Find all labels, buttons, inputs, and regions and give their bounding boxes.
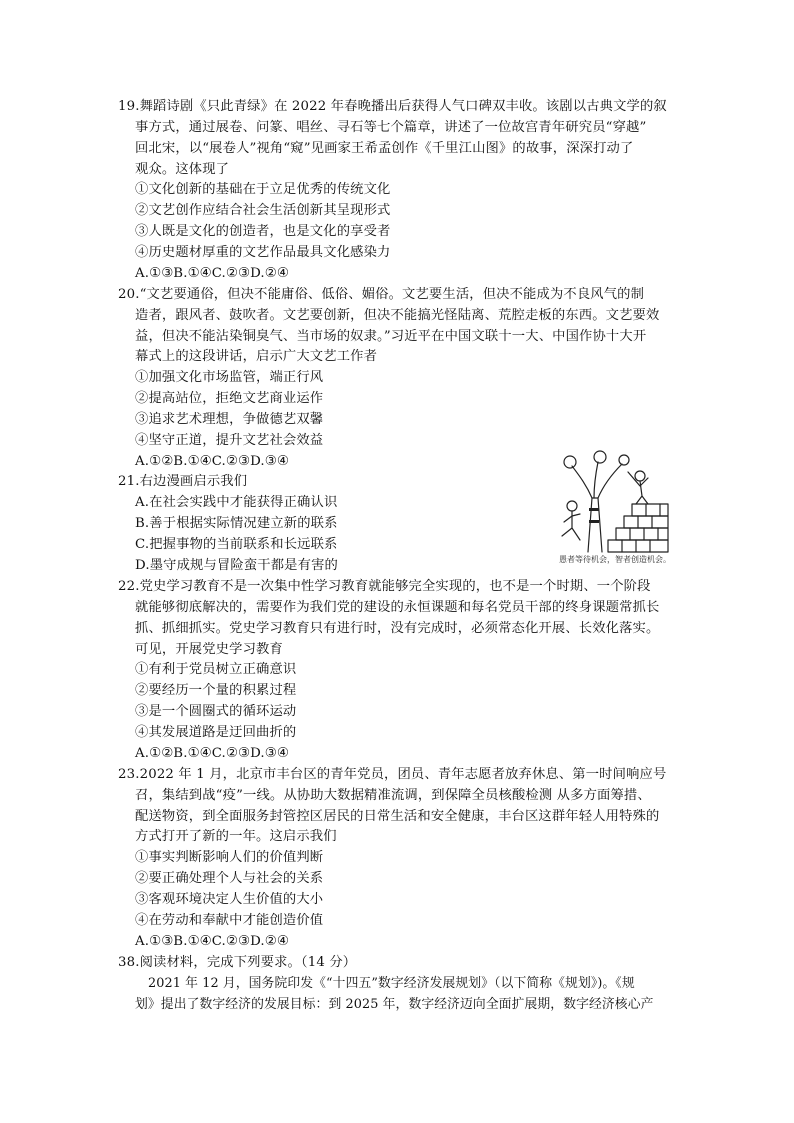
q19-stem-line-2: 事方式，通过展卷、问篆、唱丝、寻石等七个篇章，讲述了一位故宫青年研究员“穿越” <box>135 120 647 135</box>
q20-stem-line-2: 造者，跟风者、鼓吹者。文艺要创新，但决不能搞光怪陆离、荒腔走板的东西。文艺要效 <box>135 308 660 323</box>
q23-answer-choices: A.①③B.①④C.②③D.②④ <box>135 934 289 949</box>
cartoon-caption: 愚者等待机会，智者创造机会。 <box>559 555 671 564</box>
q20-stem-line-4: 幕式上的这段讲话，启示广大文艺工作者 <box>135 349 378 364</box>
q21-option-b: B.善于根据实际情况建立新的联系 <box>135 516 338 531</box>
cartoon-drawing <box>548 448 682 554</box>
q20-answer-choices: A.①②B.①④C.②③D.③④ <box>135 454 289 469</box>
q20-option-4: ④坚守正道，提升文艺社会效益 <box>135 433 324 448</box>
q21-option-c: C.把握事物的当前联系和长远联系 <box>135 537 338 552</box>
q21-option-a: A.在社会实践中才能获得正确认识 <box>135 495 338 510</box>
q22-option-1: ①有利于党员树立正确意识 <box>135 662 297 677</box>
q22-option-2: ②要经历一个量的积累过程 <box>135 683 297 698</box>
q22-answer-choices: A.①②B.①④C.②③D.③④ <box>135 746 289 761</box>
q22-stem-line-1: 22.党史学习教育不是一次集中性学习教育就能够完全实现的，也不是一个时期、一个阶段 <box>118 579 651 594</box>
q21-option-d: D.墨守成规与冒险蛮干都是有害的 <box>135 558 338 573</box>
q22-option-3: ③是一个圆圈式的循环运动 <box>135 704 297 719</box>
q22-stem-line-3: 抓、抓细抓实。党史学习教育只有进行时，没有完成时，必须常态化开展、长效化落实。 <box>135 621 660 636</box>
q19-option-1: ①文化创新的基础在于立足优秀的传统文化 <box>135 182 391 197</box>
q19-stem-line-4: 观众。这体现了 <box>135 162 230 177</box>
q19-option-3: ③人既是文化的创造者，也是文化的享受者 <box>135 224 391 239</box>
q22-stem-line-4: 可见，开展党史学习教育 <box>135 642 283 657</box>
q20-stem-line-3: 益，但决不能沾染铜臭气、当市场的奴隶。”习近平在中国文联十一大、中国作协十大开 <box>135 329 647 344</box>
q23-option-2: ②要正确处理个人与社会的关系 <box>135 871 324 886</box>
q38-paragraph-line-1: 2021 年 12 月，国务院印发《“十四五”数字经济发展规划》（以下简称《规划》)。《规 <box>148 976 635 991</box>
q23-option-3: ③客观环境决定人生价值的大小 <box>135 892 324 907</box>
q21-stem: 21.右边漫画启示我们 <box>118 474 248 489</box>
q23-option-4: ④在劳动和奉献中才能创造价值 <box>135 913 324 928</box>
q20-option-1: ①加强文化市场监管，端正行风 <box>135 370 324 385</box>
q20-stem-line-1: 20.“文艺要通俗，但决不能庸俗、低俗、媚俗。文艺要生活，但决不能成为不良风气的制 <box>118 287 645 302</box>
q19-stem-line-3: 回北宋，以“展卷人”视角“窥”见画家王希孟创作《千里江山图》的故事，深深打动了 <box>135 141 634 156</box>
q20-option-2: ②提高站位，拒绝文艺商业运作 <box>135 391 324 406</box>
q21-cartoon <box>548 448 682 572</box>
q19-option-2: ②文艺创作应结合社会生活创新其呈现形式 <box>135 203 391 218</box>
q23-stem-line-4: 方式打开了新的一年。这启示我们 <box>135 829 337 844</box>
q22-option-4: ④其发展道路是迂回曲折的 <box>135 725 297 740</box>
q20-option-3: ③追求艺术理想，争做德艺双馨 <box>135 412 324 427</box>
q23-stem-line-3: 配送物资，到全面服务封管控区居民的日常生活和安全健康，丰台区这群年轻人用特殊的 <box>135 809 660 824</box>
q23-stem-line-1: 23.2022 年 1 月，北京市丰台区的青年党员，团员、青年志愿者放弃休息、第一时间响应号 <box>118 767 667 782</box>
q38-stem: 38.阅读材料，完成下列要求。（14 分） <box>118 955 357 970</box>
q19-answer-choices: A.①③B.①④C.②③D.②④ <box>135 266 289 281</box>
q22-stem-line-2: 就能够彻底解决的，需要作为我们党的建设的永恒课题和每名党员干部的终身课题常抓长 <box>135 600 660 615</box>
q19-stem-line-1: 19.舞蹈诗剧《只此青绿》在 2022 年春晚播出后获得人气口碑双丰收。该剧以古典文学的叙 <box>118 99 667 114</box>
q23-stem-line-2: 召，集结到战“疫”一线。从协助大数据精准流调，到保障全员核酸检测 从多方面筹措、 <box>135 788 651 803</box>
q19-option-4: ④历史题材厚重的文艺作品最具文化感染力 <box>135 245 391 260</box>
q23-option-1: ①事实判断影响人们的价值判断 <box>135 850 324 865</box>
q38-paragraph-line-2: 划》提出了数字经济的发展目标：到 2025 年，数字经济迈向全面扩展期，数字经济核心产 <box>135 997 654 1012</box>
